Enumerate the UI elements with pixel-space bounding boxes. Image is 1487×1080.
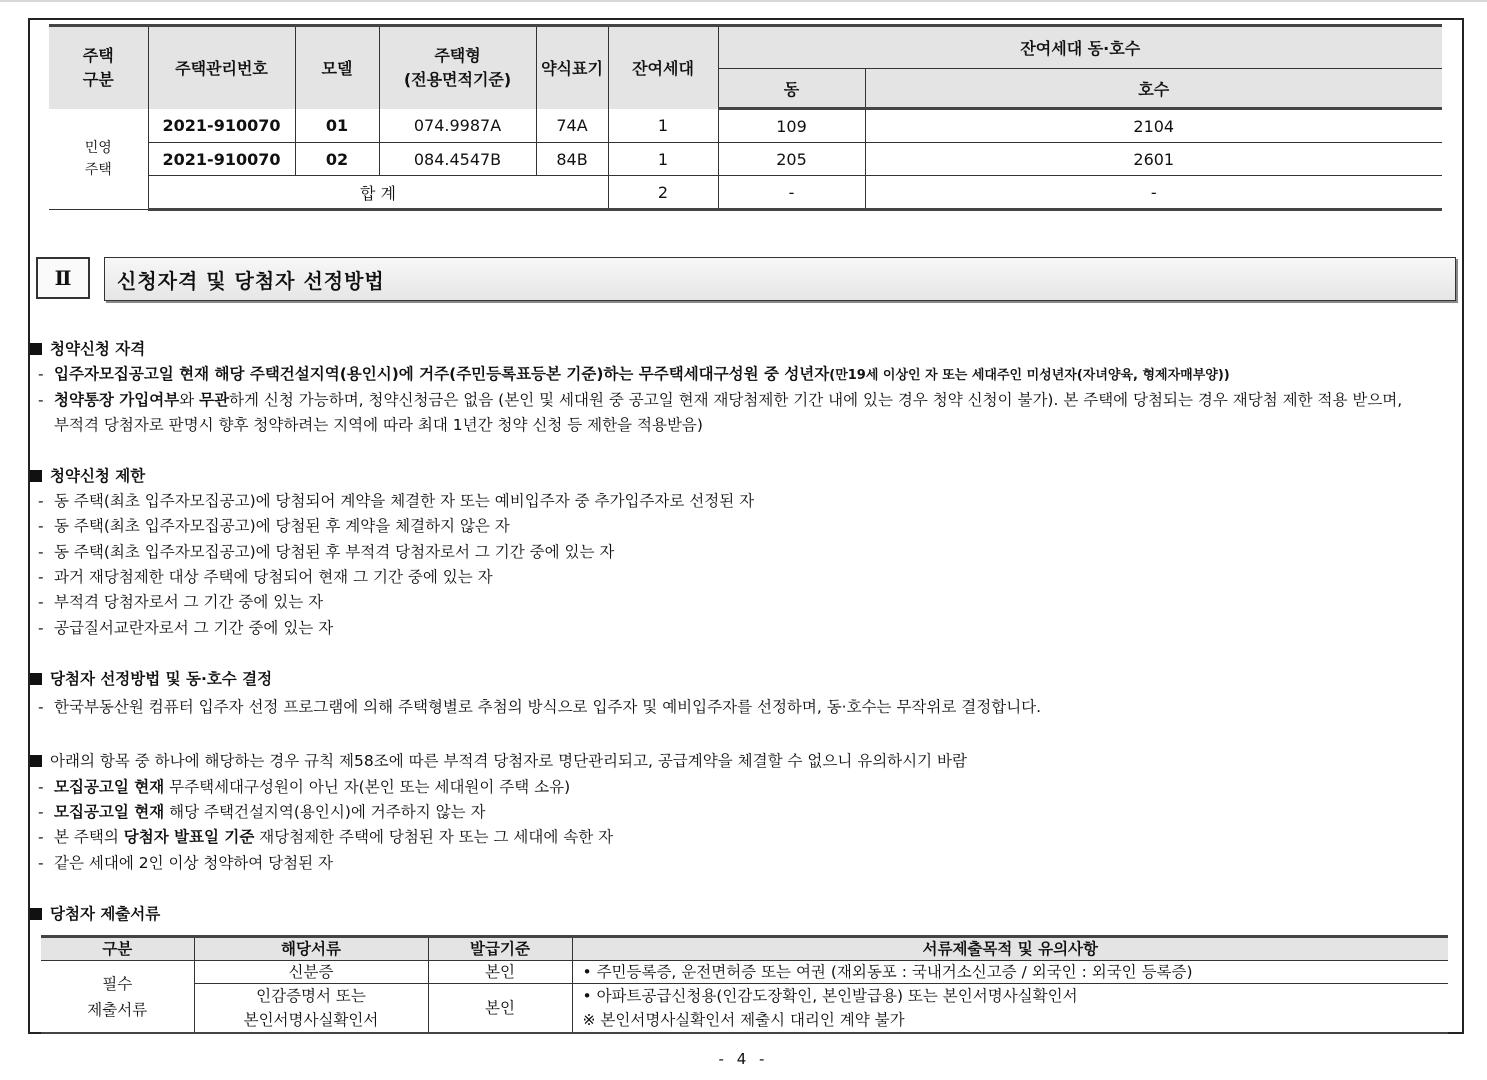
cell-model: 02 [295, 143, 379, 176]
qualification-item: - 입주자모집공고일 현재 해당 주택건설지역(용인시)에 거주(주민등록표등본 기준)하는 무주택세대구성원 중 성년자(만19세 이상인 자 또는 세대주인 미성년자(자녀양육, 형제자매부양)) [38, 365, 1230, 383]
list-item: - 모집공고일 현재 해당 주택건설지역(용인시)에 거주하지 않는 자 [38, 803, 486, 821]
restriction-heading: 청약신청 제한 [30, 464, 145, 489]
table-row [49, 109, 1442, 143]
total-row [49, 176, 1442, 210]
doc-header-purpose: 서류제출목적 및 유의사항 [572, 937, 1448, 961]
total-ho: - [865, 176, 1442, 210]
list-item: - 모집공고일 현재 무주택세대구성원이 아닌 자(본인 또는 세대원이 주택 소유) [38, 778, 571, 796]
qualification-item-cont: 부적격 당첨자로 판명시 향후 청약하려는 지역에 따라 최대 1년간 청약 신청 등 제한을 적용받음) [54, 416, 703, 434]
doc-header-category: 구분 [41, 937, 194, 961]
cell-mgmt-no: 2021-910070 [148, 109, 295, 143]
selection-heading: 당첨자 선정방법 및 동·호수 결정 [30, 667, 272, 692]
documents-table [41, 935, 1448, 1034]
header-house-type: 주택형 (전용면적기준) [379, 26, 536, 109]
list-item: - 부적격 당첨자로서 그 기간 중에 있는 자 [38, 593, 324, 611]
qualification-item: - 청약통장 가입여부와 무관하게 신청 가능하며, 청약신청금은 없음 (본인 및 세대원 중 공고일 현재 재당첨제한 기간 내에 있는 경우 청약 신청이 불가). 본 주택에 당첨되는 경우 재당첨 제한 적용 받으며, [38, 391, 1403, 409]
cell-abbr: 84B [536, 143, 608, 176]
doc-header-issuer: 발급기준 [428, 937, 572, 961]
top-border-line [0, 0, 1487, 2]
cell-mgmt-no: 2021-910070 [148, 143, 295, 176]
table-row [41, 961, 1448, 984]
header-ho: 호수 [865, 69, 1442, 109]
cell-ho: 2601 [865, 143, 1442, 176]
header-abbr: 약식표기 [536, 26, 608, 109]
doc-purpose [572, 984, 1448, 1034]
remaining-units-table [49, 24, 1442, 211]
square-bullet-icon [30, 673, 42, 685]
cell-remaining: 1 [608, 143, 718, 176]
documents-heading: 당첨자 제출서류 [30, 902, 160, 927]
section-number: Ⅱ [36, 257, 90, 299]
list-item: - 동 주택(최초 입주자모집공고)에 당첨된 후 계약을 체결하지 않은 자 [38, 517, 510, 535]
ineligible-heading: 아래의 항목 중 하나에 해당하는 경우 규칙 제58조에 따른 부적격 당첨자로 명단관리되고, 공급계약을 체결할 수 없으니 유의하시기 바람 [30, 749, 967, 774]
cell-remaining: 1 [608, 109, 718, 143]
cell-house-type: 074.9987A [379, 109, 536, 143]
total-remaining: 2 [608, 176, 718, 210]
list-item: - 본 주택의 당첨자 발표일 기준 재당첨제한 주택에 당첨된 자 또는 그 세대에 속한 자 [38, 828, 614, 846]
doc-name: 인감증명서 또는 본인서명사실확인서 [194, 984, 428, 1034]
list-item: - 동 주택(최초 입주자모집공고)에 당첨되어 계약을 체결한 자 또는 예비입주자 중 추가입주자로 선정된 자 [38, 492, 755, 510]
qualification-heading: 청약신청 자격 [30, 337, 145, 362]
list-item: - 같은 세대에 2인 이상 청약하여 당첨된 자 [38, 854, 333, 872]
doc-purpose-note: ※ 본인서명사실확인서 제출시 대리인 계약 불가 [582, 1011, 905, 1029]
page-number: - 4 - [718, 1050, 769, 1068]
group-label: 민영 주택 [49, 109, 148, 210]
header-remaining-units: 잔여세대 동·호수 [718, 26, 1442, 69]
table-row [41, 984, 1448, 1034]
total-dong: - [718, 176, 865, 210]
header-mgmt-no: 주택관리번호 [148, 26, 295, 109]
total-label: 합 계 [148, 176, 608, 210]
header-remaining: 잔여세대 [608, 26, 718, 109]
list-item: - 과거 재당첨제한 대상 주택에 당첨되어 현재 그 기간 중에 있는 자 [38, 568, 493, 586]
doc-issuer: 본인 [428, 984, 572, 1034]
doc-category: 필수 제출서류 [41, 961, 194, 1034]
list-item: - 동 주택(최초 입주자모집공고)에 당첨된 후 부적격 당첨자로서 그 기간 중에 있는 자 [38, 543, 615, 561]
cell-abbr: 74A [536, 109, 608, 143]
list-item: - 한국부동산원 컴퓨터 입주자 선정 프로그램에 의해 주택형별로 추첨의 방식으로 입주자 및 예비입주자를 선정하며, 동·호수는 무작위로 결정합니다. [38, 698, 1042, 716]
header-type-group: 주택 구분 [49, 26, 148, 109]
doc-issuer: 본인 [428, 961, 572, 984]
square-bullet-icon [30, 908, 42, 920]
doc-header-doc: 해당서류 [194, 937, 428, 961]
header-dong: 동 [718, 69, 865, 109]
square-bullet-icon [30, 343, 42, 355]
list-item: - 공급질서교란자로서 그 기간 중에 있는 자 [38, 619, 334, 637]
doc-name: 신분증 [194, 961, 428, 984]
cell-model: 01 [295, 109, 379, 143]
square-bullet-icon [30, 470, 42, 482]
cell-house-type: 084.4547B [379, 143, 536, 176]
cell-dong: 205 [718, 143, 865, 176]
section-title: 신청자격 및 당첨자 선정방법 [104, 257, 1456, 301]
table-row [49, 143, 1442, 176]
header-model: 모델 [295, 26, 379, 109]
doc-purpose-line: • 아파트공급신청용(인감도장확인, 본인발급용) 또는 본인서명사실확인서 [582, 987, 1078, 1005]
square-bullet-icon [30, 755, 42, 767]
cell-ho: 2104 [865, 109, 1442, 143]
cell-dong: 109 [718, 109, 865, 143]
doc-purpose: • 주민등록증, 운전면허증 또는 여권 (재외동포 : 국내거소신고증 / 외국인 : 외국인 등록증) [572, 961, 1448, 984]
